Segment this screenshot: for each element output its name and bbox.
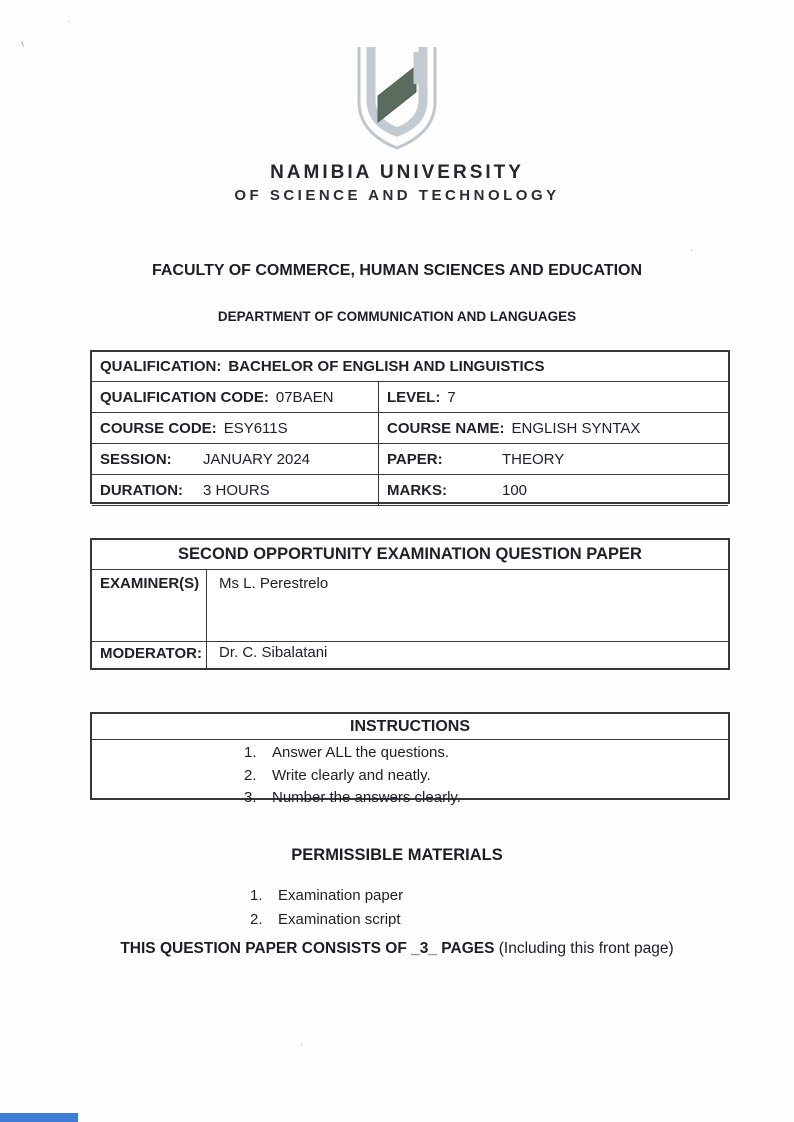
scan-speck: ˈ: [690, 248, 693, 258]
item-text: Write clearly and neatly.: [272, 766, 431, 784]
page-count-note: (Including this front page): [498, 940, 674, 957]
examiner-value: Ms L. Perestrelo: [219, 575, 329, 592]
item-number: 3.: [244, 789, 257, 806]
qualification-table-rows: [92, 382, 728, 506]
scan-speck: ʳ: [19, 38, 28, 52]
moderator-label: MODERATOR:: [92, 642, 207, 668]
table-cell-right: [379, 475, 728, 505]
table-row: [92, 475, 728, 506]
instruction-item: [244, 768, 728, 785]
table-cell-left: [92, 413, 379, 443]
table-row: [92, 413, 728, 444]
table-row: [92, 382, 728, 413]
cell-label: COURSE CODE:: [100, 419, 217, 437]
table-cell-right: [379, 444, 728, 474]
page-count-line: [0, 940, 794, 958]
cell-label: DURATION:: [100, 481, 184, 499]
cell-value: JANUARY 2024: [203, 450, 311, 468]
cell-value: ENGLISH SYNTAX: [511, 419, 641, 437]
cell-value: 7: [447, 388, 456, 406]
cell-label: LEVEL:: [387, 388, 441, 406]
cell-value: 07BAEN: [275, 388, 334, 406]
university-tagline: OF SCIENCE AND TECHNOLOGY: [234, 187, 560, 204]
moderator-row: [92, 642, 728, 668]
table-cell-left: [92, 475, 379, 505]
cell-label: SESSION:: [100, 450, 172, 468]
qualification-value: BACHELOR OF ENGLISH AND LINGUISTICS: [228, 358, 545, 375]
bottom-blue-strip: [0, 1113, 78, 1122]
item-number: 2.: [250, 910, 263, 928]
cell-label: MARKS:: [387, 481, 447, 499]
cell-value: 3 HOURS: [203, 481, 270, 499]
item-text: Examination script: [278, 910, 401, 928]
cell-label: PAPER:: [387, 450, 443, 468]
faculty-heading: FACULTY OF COMMERCE, HUMAN SCIENCES AND EDUCATION: [151, 262, 643, 279]
item-text: Examination paper: [278, 887, 404, 904]
moderator-value: Dr. C. Sibalatani: [219, 644, 328, 661]
instruction-item: [244, 790, 728, 807]
cell-value: THEORY: [502, 450, 565, 468]
item-number: 1.: [250, 887, 263, 904]
item-number: 1.: [244, 744, 257, 761]
table-cell-right: [379, 413, 728, 443]
qualification-row: [92, 352, 728, 382]
table-cell-left: [92, 444, 379, 474]
exam-paper-table: [90, 538, 730, 670]
materials-list: [250, 888, 403, 935]
instructions-title: INSTRUCTIONS: [92, 714, 728, 740]
item-number: 2.: [244, 766, 257, 784]
examiner-row: [92, 570, 728, 642]
material-item: [250, 888, 403, 905]
cell-value: ESY611S: [223, 419, 288, 437]
scan-speck: ʼ: [68, 20, 70, 29]
table-cell-right: [379, 382, 728, 412]
exam-paper-title: SECOND OPPORTUNITY EXAMINATION QUESTION PAPER: [92, 540, 728, 570]
materials-title: PERMISSIBLE MATERIALS: [291, 846, 503, 864]
department-heading: DEPARTMENT OF COMMUNICATION AND LANGUAGES: [217, 309, 577, 324]
item-text: Number the answers clearly.: [272, 789, 461, 806]
qualification-table: [90, 350, 730, 504]
nust-shield-icon: [351, 44, 443, 152]
cell-label: COURSE NAME:: [387, 419, 505, 437]
material-item: [250, 912, 403, 929]
instructions-list: [92, 740, 728, 807]
instructions-box: [90, 712, 730, 806]
table-cell-left: [92, 382, 379, 412]
page-count-bold: THIS QUESTION PAPER CONSISTS OF _3_ PAGES: [120, 940, 495, 957]
instruction-item: [244, 745, 728, 762]
table-row: [92, 444, 728, 475]
cell-label: QUALIFICATION CODE:: [100, 388, 269, 406]
scan-speck: ˌ: [300, 1036, 303, 1046]
cell-value: 100: [502, 481, 528, 499]
qualification-label: QUALIFICATION:: [100, 358, 222, 375]
university-name: NAMIBIA UNIVERSITY: [270, 162, 524, 183]
item-text: Answer ALL the questions.: [272, 744, 450, 761]
university-logo-block: [0, 44, 794, 204]
examiner-label: EXAMINER(S): [92, 570, 207, 641]
